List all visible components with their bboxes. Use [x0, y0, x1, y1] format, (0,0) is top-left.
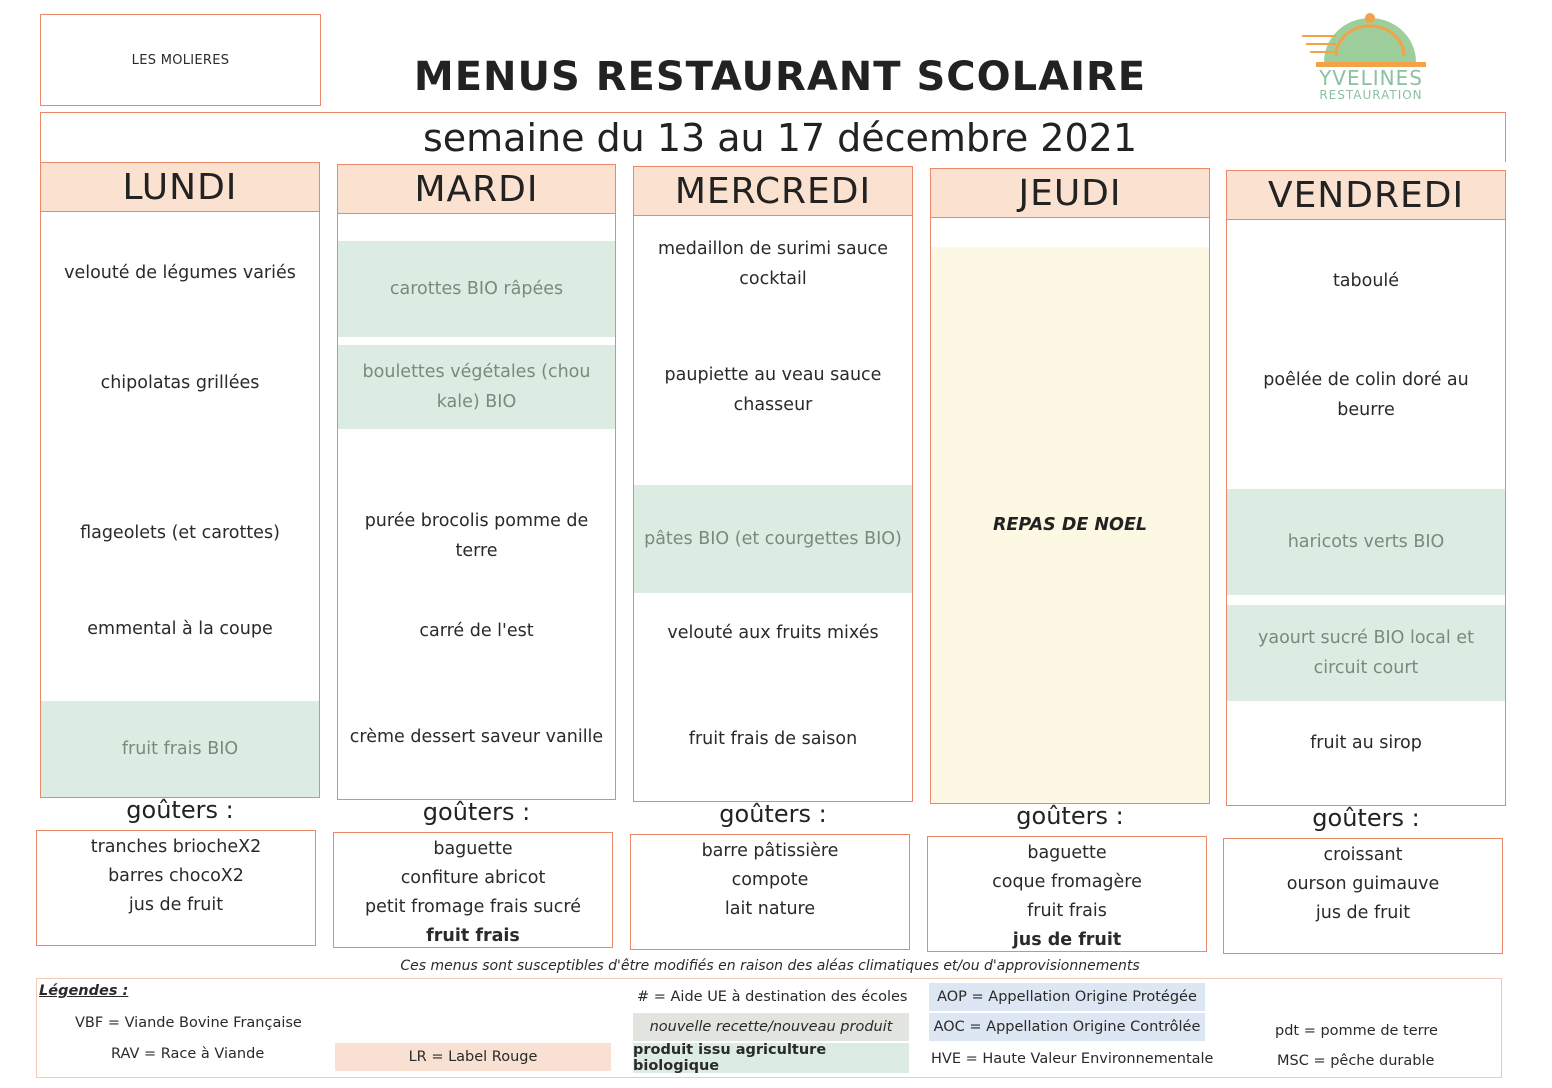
gouter-item: baguette: [1027, 843, 1107, 863]
menu-item: poêlée de colin doré au beurre: [1263, 370, 1469, 420]
gouter-item: fruit frais: [426, 926, 520, 946]
gouter-item: compote: [731, 870, 809, 890]
legend-aop: AOP = Appellation Origine Protégée: [929, 983, 1205, 1011]
menu-item: chipolatas grillées: [100, 373, 260, 393]
gouter-item: jus de fruit: [1315, 903, 1411, 923]
day-name: LUNDI: [41, 163, 319, 212]
week-label: semaine du 13 au 17 décembre 2021: [422, 116, 1138, 160]
menu-item: taboulé: [1332, 271, 1400, 291]
menu-item-bio: yaourt sucré BIO local et circuit court: [1227, 605, 1505, 701]
menu-item: medaillon de surimi sauce cocktail: [657, 239, 889, 289]
gouters-box-mardi: [333, 832, 613, 948]
gouter-item: jus de fruit: [128, 895, 224, 915]
day-name: VENDREDI: [1227, 171, 1505, 220]
legend-vbf: VBF = Viande Bovine Française: [75, 1015, 302, 1031]
menu-item: fruit frais de saison: [688, 729, 858, 749]
menu-item-bio: carottes BIO râpées: [338, 241, 615, 337]
logo-line-1: YVELINES: [1319, 66, 1423, 90]
legend-hve: HVE = Haute Valeur Environnementale: [931, 1051, 1214, 1067]
menu-item: emmental à la coupe: [87, 619, 273, 639]
gouters-title: goûters :: [422, 798, 531, 826]
gouter-item: tranches briocheX2: [90, 837, 262, 857]
gouter-item: petit fromage frais sucré: [365, 897, 581, 917]
gouters-title: goûters :: [126, 796, 234, 824]
logo-line-2: RESTAURATION: [1319, 88, 1423, 102]
legend-rav: RAV = Race à Viande: [111, 1046, 265, 1062]
legend-nouvelle: nouvelle recette/nouveau produit: [633, 1013, 909, 1041]
day-column-lundi: [40, 162, 320, 798]
gouter-item: jus de fruit: [1012, 930, 1122, 950]
gouter-item: croissant: [1323, 845, 1403, 865]
gouter-item: fruit frais: [1027, 901, 1107, 921]
school-name: LES MOLIERES: [131, 52, 230, 68]
day-name: MARDI: [338, 165, 615, 214]
legend-bio: produit issu agriculture biologique: [633, 1043, 909, 1073]
yvelines-logo: [1296, 6, 1446, 106]
gouter-item: baguette: [433, 839, 513, 859]
legend-pdt: pdt = pomme de terre: [1275, 1023, 1438, 1039]
gouter-item: coque fromagère: [992, 872, 1142, 892]
legend-box: [36, 978, 1502, 1078]
menu-item: velouté de légumes variés: [64, 263, 296, 283]
legend-title: Légendes :: [39, 983, 129, 999]
gouters-title: goûters :: [1016, 802, 1124, 830]
gouter-item: barre pâtissière: [701, 841, 839, 861]
menu-item: purée brocolis pomme de terre: [364, 511, 589, 561]
day-name: MERCREDI: [634, 167, 912, 216]
school-name-box: [40, 14, 321, 106]
day-name: JEUDI: [931, 169, 1209, 218]
menu-item-bio: haricots verts BIO: [1227, 489, 1505, 595]
gouters-title: goûters :: [719, 800, 827, 828]
menu-item-bio: boulettes végétales (chou kale) BIO: [338, 345, 615, 429]
menu-item: velouté aux fruits mixés: [667, 623, 879, 643]
legend-lr: LR = Label Rouge: [335, 1043, 611, 1071]
menu-item: fruit au sirop: [1310, 733, 1422, 753]
menu-item: flageolets (et carottes): [80, 523, 280, 543]
gouters-box-jeudi: [927, 836, 1207, 952]
page-title: MENUS RESTAURANT SCOLAIRE: [413, 54, 1147, 100]
gouter-item: ourson guimauve: [1286, 874, 1440, 894]
gouter-item: confiture abricot: [400, 868, 546, 888]
day-column-mercredi: [633, 166, 913, 802]
gouter-item: lait nature: [724, 899, 816, 919]
gouters-box-mercredi: [630, 834, 910, 950]
day-column-mardi: [337, 164, 616, 800]
menu-item-noel: REPAS DE NOEL: [992, 515, 1148, 535]
menu-item-bio: pâtes BIO (et courgettes BIO): [634, 485, 912, 593]
legend-ue: # = Aide UE à destination des écoles: [637, 989, 908, 1005]
menu-item-bio: fruit frais BIO: [41, 701, 319, 797]
gouters-box-vendredi: [1223, 838, 1503, 954]
menu-item: carré de l'est: [419, 621, 534, 641]
day-column-vendredi: [1226, 170, 1506, 806]
legend-aoc: AOC = Appellation Origine Contrôlée: [929, 1013, 1205, 1041]
menu-item: paupiette au veau sauce chasseur: [664, 365, 882, 415]
gouter-item: barres chocoX2: [108, 866, 244, 886]
gouters-box-lundi: [36, 830, 316, 946]
menu-item: crème dessert saveur vanille: [349, 727, 604, 747]
day-column-jeudi: [930, 168, 1210, 804]
gouters-title: goûters :: [1312, 804, 1420, 832]
legend-msc: MSC = pêche durable: [1277, 1053, 1435, 1069]
disclaimer: Ces menus sont susceptibles d'être modifiés en raison des aléas climatiques et/ou d'approvisionnements: [400, 958, 1140, 974]
